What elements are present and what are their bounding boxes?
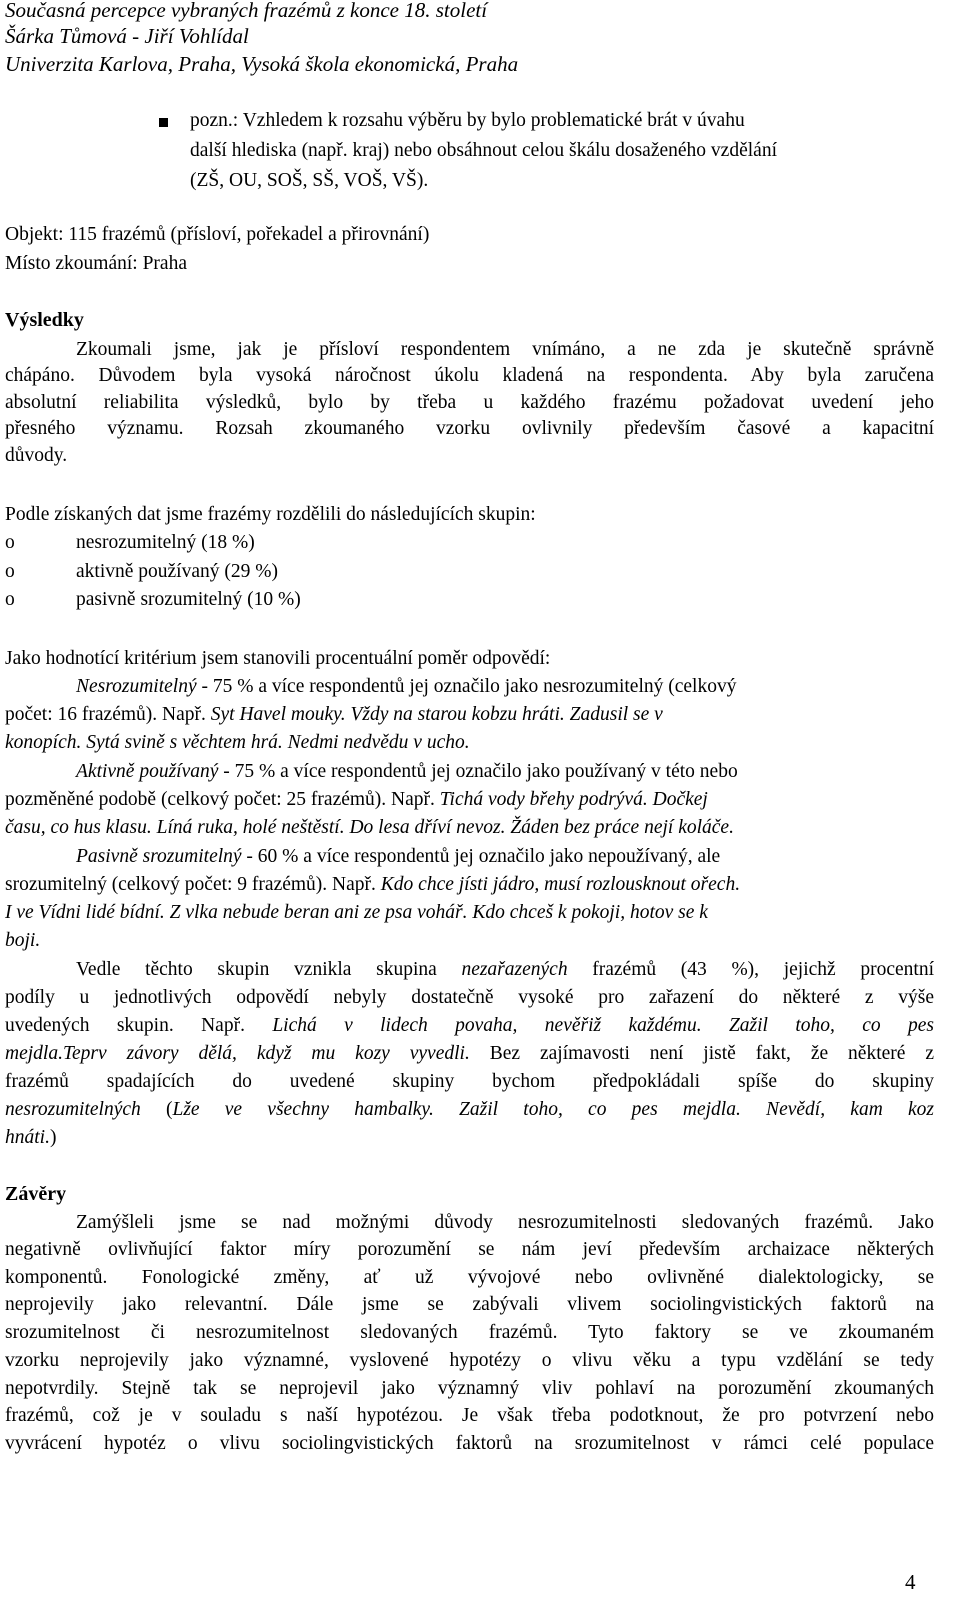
paragraph-line: podíly u jednotlivých odpovědí nebyly dostatečně vysoké pro zařazení do některé z výše bbox=[5, 987, 934, 1008]
paragraph-line: negativně ovlivňující faktor míry porozumění se nám jeví především archaizace některých bbox=[5, 1239, 934, 1260]
paragraph-line: chápáno. Důvodem byla vysoká náročnost úkolu kladená na respondenta. Aby byla zaručena bbox=[5, 365, 934, 386]
definition-text: srozumitelný (celkový počet: 9 frazémů). Např. bbox=[5, 874, 381, 895]
example-phrases: Syt Havel mouky. Vždy na starou kobzu hráti. Zadusil se v bbox=[210, 704, 663, 725]
example-phrases: Tichá vody břehy podrývá. Dočkej bbox=[439, 789, 708, 810]
note-line: další hlediska (např. kraj) nebo obsáhnout celou škálu dosaženého vzdělání bbox=[190, 140, 777, 161]
paragraph-line bbox=[76, 761, 738, 783]
body-text: ( bbox=[140, 1099, 173, 1120]
paragraph-line bbox=[5, 874, 740, 896]
paper-affiliations: Univerzita Karlova, Praha, Vysoká škola ekonomická, Praha bbox=[5, 52, 519, 76]
body-text: Bez zajímavosti není jistě fakt, že některé z bbox=[469, 1043, 935, 1064]
example-phrases: I ve Vídni lidé bídní. Z vlka nebude beran ani ze psa vohář. Kdo chceš k pokoji, hotov se k bbox=[5, 902, 708, 923]
example-phrases: mejdla.Teprv závory dělá, když mu kozy vyvedli. bbox=[5, 1043, 470, 1064]
paragraph-line: Zkoumali jsme, jak je přísloví respondentem vnímáno, a ne zda je skutečně správně bbox=[76, 339, 934, 360]
example-phrases: času, co hus klasu. Líná ruka, holé neštěstí. Do lesa dříví nevoz. Žáden bez práce nejí koláče. bbox=[5, 817, 734, 838]
paragraph-line: srozumitelnost či nesrozumitelnost sledovaných frazémů. Tyto faktory se ve zkoumaném bbox=[5, 1322, 934, 1343]
paragraph-line bbox=[5, 789, 708, 811]
paragraph-line: nepotvrdily. Stejně tak se neprojevil jako významný vliv pohlaví na porozumění zkoumaných bbox=[5, 1378, 934, 1399]
paragraph-line: frazémů spadajících do uvedené skupiny bychom předpokládali spíše do skupiny bbox=[5, 1071, 934, 1092]
body-text: Vedle těchto skupin vznikla skupina bbox=[76, 959, 462, 980]
term-aktivne-pouzivany: Aktivně používaný bbox=[76, 761, 219, 782]
list-item: nesrozumitelný (18 %) bbox=[76, 532, 255, 553]
list-item: aktivně používaný (29 %) bbox=[76, 561, 278, 582]
example-phrases: Lichá v lidech povaha, nevěřiž každému. Zažil toho, co pes bbox=[272, 1015, 935, 1036]
list-item: pasivně srozumitelný (10 %) bbox=[76, 589, 301, 610]
paragraph-line: Zamýšleli jsme se nad možnými důvody nesrozumitelnosti sledovaných frazémů. Jako bbox=[76, 1212, 934, 1233]
paper-authors: Šárka Tůmová - Jiří Vohlídal bbox=[5, 24, 249, 48]
paragraph-line: vzorku neprojevily jako významné, vyslovené hypotézy o vlivu věku a typu vzdělání se tedy bbox=[5, 1350, 934, 1371]
paragraph-line bbox=[76, 959, 934, 981]
definition-text: pozměněné podobě (celkový počet: 25 frazémů). Např. bbox=[5, 789, 440, 810]
results-heading: Výsledky bbox=[5, 309, 84, 331]
paragraph-line bbox=[76, 846, 720, 868]
term-nesrozumitelny: Nesrozumitelný bbox=[76, 676, 197, 697]
term-pasivne-srozumitelny: Pasivně srozumitelný bbox=[76, 846, 242, 867]
conclusions-heading: Závěry bbox=[5, 1183, 67, 1205]
paragraph-line: vyvrácení hypotéz o vlivu sociolingvistických faktorů na srozumitelnost v rámci celé populace bbox=[5, 1433, 934, 1454]
paragraph-line bbox=[5, 1043, 934, 1065]
object-line: Objekt: 115 frazémů (přísloví, pořekadel a přirovnání) bbox=[5, 224, 430, 245]
body-text: uvedených skupin. Např. bbox=[5, 1015, 273, 1036]
paragraph-line: absolutní reliabilita výsledků, bylo by třeba u každého frazému požadovat uvedení jeho bbox=[5, 392, 934, 413]
paragraph-line bbox=[76, 676, 736, 698]
page-number: 4 bbox=[905, 1570, 916, 1594]
place-line: Místo zkoumání: Praha bbox=[5, 253, 187, 274]
term-nesrozumitelnych: nesrozumitelných bbox=[5, 1099, 141, 1120]
note-line: pozn.: Vzhledem k rozsahu výběru by bylo problematické brát v úvahu bbox=[190, 110, 745, 131]
definition-text: - 75 % a více respondentů jej označilo jako nesrozumitelný (celkový bbox=[196, 676, 737, 697]
paragraph-line: přesného významu. Rozsah zkoumaného vzorku ovlivnily především časové a kapacitní bbox=[5, 418, 934, 439]
term-nezarazenych: nezařazených bbox=[461, 959, 568, 980]
example-phrases: hnáti. bbox=[5, 1127, 50, 1148]
definition-text: počet: 16 frazémů). Např. bbox=[5, 704, 211, 725]
square-bullet-icon bbox=[159, 118, 168, 127]
list-bullet: o bbox=[5, 561, 15, 582]
list-bullet: o bbox=[5, 589, 15, 610]
paragraph-line: frazémů, což je v souladu s naší hypotézou. Je však třeba podotknout, že pro potvrzení nebo bbox=[5, 1405, 934, 1426]
body-text: ) bbox=[49, 1127, 57, 1148]
paragraph-line: komponentů. Fonologické změny, ať už vývojové nebo ovlivněné dialektologicky, se bbox=[5, 1267, 934, 1288]
body-text: frazémů (43 %), jejichž procentní bbox=[567, 959, 934, 980]
example-phrases: konopích. Sytá svině s věchtem hrá. Nedmi nedvědu v ucho. bbox=[5, 732, 470, 753]
paragraph-line bbox=[5, 704, 663, 726]
example-phrases: Lže ve všechny hambalky. Zažil toho, co pes mejdla. Nevědí, kam koz bbox=[172, 1099, 934, 1120]
example-phrases: Kdo chce jísti jádro, musí rozlousknout ořech. bbox=[380, 874, 741, 895]
paragraph-line: neprojevily jako relevantní. Dále jsme se zabývali vlivem sociolingvistických faktorů na bbox=[5, 1294, 934, 1315]
groups-intro: Podle získaných dat jsme frazémy rozdělili do následujících skupin: bbox=[5, 504, 536, 525]
paragraph-line: důvody. bbox=[5, 445, 68, 466]
list-bullet: o bbox=[5, 532, 15, 553]
paragraph-line bbox=[5, 1127, 56, 1149]
definition-text: - 60 % a více respondentů jej označilo jako nepoužívaný, ale bbox=[241, 846, 721, 867]
example-phrases: boji. bbox=[5, 930, 41, 951]
paper-title: Současná percepce vybraných frazémů z konce 18. století bbox=[5, 0, 488, 22]
criteria-intro: Jako hodnotící kritérium jsem stanovili procentuální poměr odpovědí: bbox=[5, 648, 551, 669]
note-line: (ZŠ, OU, SOŠ, SŠ, VOŠ, VŠ). bbox=[190, 170, 429, 191]
definition-text: - 75 % a více respondentů jej označilo jako používaný v této nebo bbox=[218, 761, 738, 782]
paragraph-line bbox=[5, 1099, 934, 1121]
paragraph-line bbox=[5, 1015, 934, 1037]
